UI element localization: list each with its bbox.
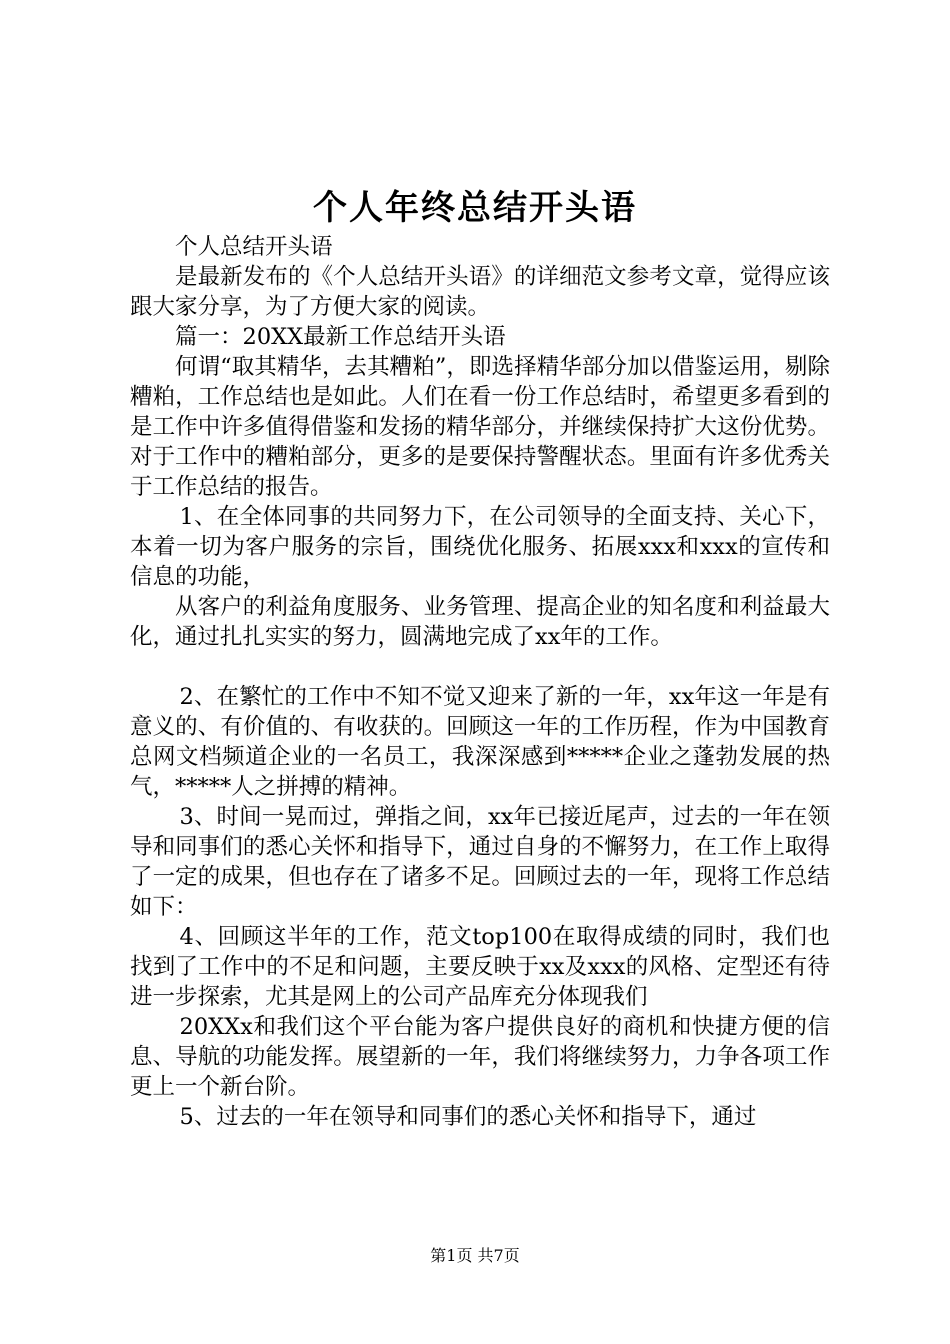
paragraph-item-4: 4、回顾这半年的工作，范文top100在取得成绩的同时，我们也找到了工作中的不足和问题，主要反映于xx及xxx的风格、定型还有待进一步探索，尤其是网上的公司产品库充分体现我们 [130, 924, 830, 1010]
paragraph-item-4-continued: 20XXx和我们这个平台能为客户提供良好的商机和快捷方便的信息、导航的功能发挥。展望新的一年，我们将继续努力，力争各项工作更上一个新台阶。 [130, 1014, 830, 1100]
page-footer: 第1页 共7页 [430, 1246, 520, 1265]
paragraph-item-5: 5、过去的一年在领导和同事们的悉心关怀和指导下，通过 [179, 1104, 757, 1130]
paragraph-item-3: 3、时间一晃而过，弹指之间，xx年已接近尾声，过去的一年在领导和同事们的悉心关怀和指导下，通过自身的不懈努力，在工作上取得了一定的成果，但也存在了诸多不足。回顾过去的一年，现将工作总结如下： [130, 804, 830, 920]
document-body [130, 232, 830, 1132]
paragraph-gap [130, 652, 830, 682]
paragraph-item-1-continued: 从客户的利益角度服务、业务管理、提高企业的知名度和利益最大化，通过扎扎实实的努力，圆满地完成了xx年的工作。 [130, 594, 830, 650]
paragraph-item-1: 1、在全体同事的共同努力下，在公司领导的全面支持、关心下，本着一切为客户服务的宗旨，围绕优化服务、拓展xxx和xxx的宣传和信息的功能， [130, 504, 830, 590]
paragraph-item-2: 2、在繁忙的工作中不知不觉又迎来了新的一年，xx年这一年是有意义的、有价值的、有收获的。回顾这一年的工作历程，作为中国教育总网文档频道企业的一名员工，我深深感到*****企业之蓬勃发展的热气，*****人之拼搏的精神。 [130, 684, 830, 800]
document-title: 个人年终总结开头语 [313, 188, 637, 228]
paragraph-section-title: 篇一：20XX最新工作总结开头语 [175, 324, 506, 350]
paragraph-heading: 个人总结开头语 [175, 234, 333, 260]
paragraph-essence: 何谓“取其精华，去其糟粕”，即选择精华部分加以借鉴运用，剔除糟粕，工作总结也是如此。人们在看一份工作总结时，希望更多看到的是工作中许多值得借鉴和发扬的精华部分，并继续保持扩大这份优势。对于工作中的糟粕部分，更多的是要保持警醒状态。里面有许多优秀关于工作总结的报告。 [130, 354, 830, 500]
paragraph-intro: 是最新发布的《个人总结开头语》的详细范文参考文章，觉得应该跟大家分享，为了方便大家的阅读。 [130, 264, 830, 320]
